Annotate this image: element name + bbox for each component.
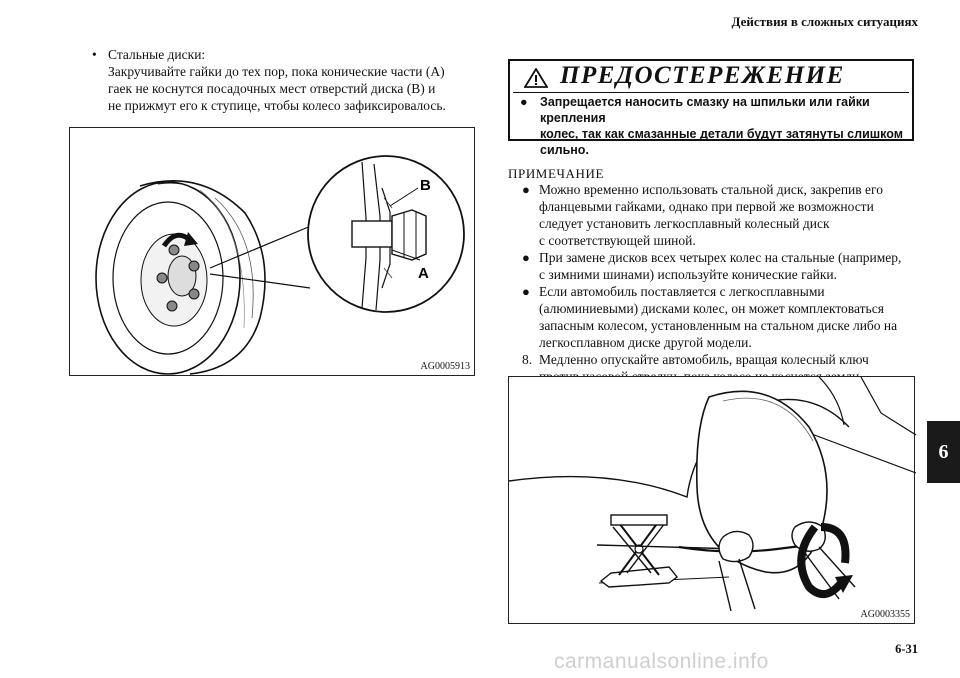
note-text-line: легкосплавном диске другой модели. — [539, 335, 752, 350]
note-list — [522, 181, 934, 385]
bullet-dot: ● — [520, 95, 528, 109]
text-line: не прижмут его к ступице, чтобы колесо зафиксировалось. — [108, 98, 446, 113]
steel-wheels-instruction — [92, 46, 482, 114]
note-text-line: фланцевыми гайками, однако при первой же возможности — [539, 199, 874, 214]
bullet-dot: ● — [522, 250, 530, 265]
note-text-line: (алюминиевыми) дисками колес, он может комплектоваться — [539, 301, 884, 316]
note-title: ПРИМЕЧАНИЕ — [508, 166, 605, 181]
warning-text-line: колес, так как смазанные детали будут затянуты слишком — [540, 127, 903, 141]
warning-box — [508, 59, 914, 157]
watermark: carmanualsonline.info — [554, 650, 769, 673]
warning-text-line: сильно. — [540, 143, 589, 157]
note-text-line: запасным колесом, установленным на стальном диске либо на — [539, 318, 898, 333]
note-text-line: следует установить легкосплавный колесный диск — [539, 216, 830, 231]
bullet-dot: ● — [522, 182, 530, 197]
warning-divider — [513, 92, 909, 93]
figure-code: AG0005913 — [420, 361, 470, 372]
bullet-dot: ● — [522, 284, 530, 299]
note-text-line: Если автомобиль поставляется с легкосплавными — [539, 284, 825, 299]
wheel-nut-figure — [69, 127, 475, 376]
note-text-line: При замене дисков всех четырех колес на стальные (например, — [539, 250, 902, 265]
label-a: A — [418, 265, 429, 282]
step-number: 8. — [522, 352, 533, 367]
page-header-title: Действия в сложных ситуациях — [731, 14, 918, 29]
note-item — [522, 181, 934, 249]
text-line: гаек не коснутся посадочных мест отверстий диска (B) и — [108, 81, 436, 96]
warning-text-line: Запрещается наносить смазку на шпильки или гайки крепления — [540, 95, 870, 125]
note-item — [522, 249, 934, 283]
wheel-nut-illustration — [70, 128, 476, 377]
jack-lowering-figure — [508, 376, 915, 624]
figure-code: AG0003355 — [860, 609, 910, 620]
note-text-line: Можно временно использовать стальной диск, закрепив его — [539, 182, 883, 197]
bullet: • — [92, 47, 97, 62]
step-text-line: Медленно опускайте автомобиль, вращая колесный ключ — [539, 352, 869, 367]
chapter-tab: 6 — [927, 421, 960, 483]
note-text-line: с зимними шинами) используйте конические гайки. — [539, 267, 837, 282]
page-number: 6-31 — [895, 642, 918, 656]
steel-wheels-title: Стальные диски: — [108, 47, 206, 62]
warning-title: ПРЕДОСТЕРЕЖЕНИЕ — [560, 62, 845, 89]
warning-triangle-icon — [524, 68, 548, 88]
jack-lowering-illustration — [509, 377, 916, 625]
text-line: Закручивайте гайки до тех пор, пока конические части (A) — [108, 64, 445, 79]
label-b: B — [420, 177, 431, 194]
note-text-line: с соответствующей шиной. — [539, 233, 696, 248]
note-item — [522, 283, 934, 351]
